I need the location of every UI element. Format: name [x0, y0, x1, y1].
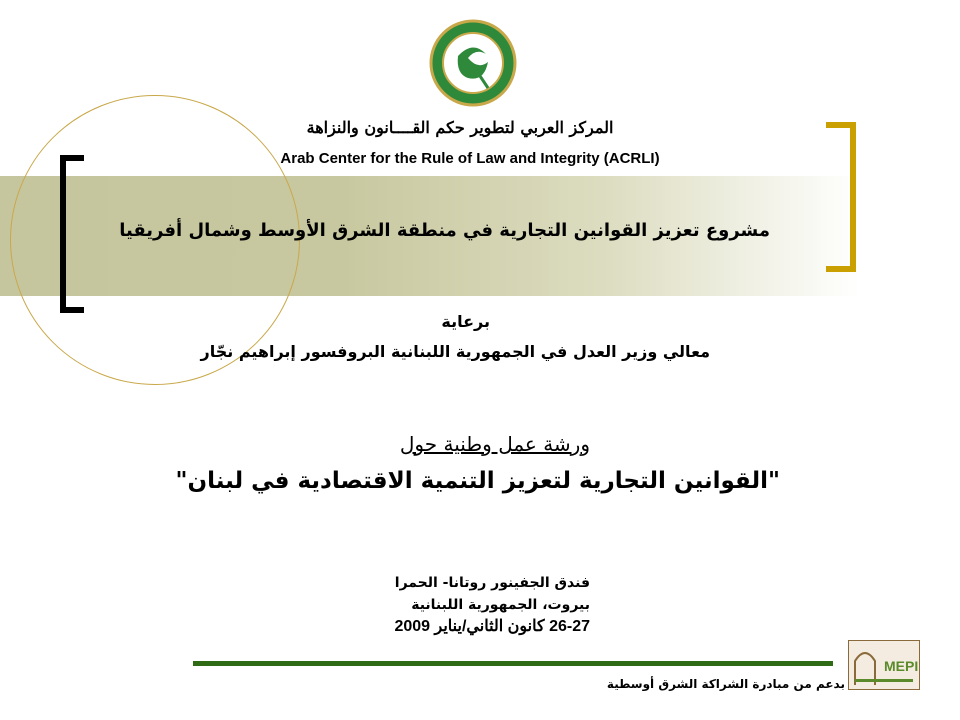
project-title: مشروع تعزيز القوانين التجارية في منطقة الشرق الأوسط وشمال أفريقيا: [119, 220, 770, 241]
workshop-heading: ورشة عمل وطنية حول: [399, 432, 590, 456]
patronage-label: برعاية: [441, 312, 490, 331]
organization-name-arabic: المركز العربي لتطوير حكم القــــانون والنزاهة: [306, 118, 614, 137]
support-text: بدعم من مبادرة الشراكة الشرق أوسطية: [606, 677, 845, 691]
acrli-logo-icon: [428, 18, 518, 108]
right-bracket: [826, 122, 856, 272]
mepi-logo-text: MEPI: [884, 658, 919, 674]
left-bracket: [60, 155, 84, 313]
venue-date: 26-27 كانون الثاني/يناير 2009: [394, 618, 590, 635]
workshop-title: "القوانين التجارية لتعزيز التنمية الاقتصادية في لبنان": [175, 468, 780, 494]
organization-name-english: Arab Center for the Rule of Law and Integrity (ACRLI): [280, 150, 660, 167]
mepi-logo-icon: [848, 640, 920, 690]
patron-name: معالي وزير العدل في الجمهورية اللبنانية البروفسور إبراهيم نجّار: [200, 342, 710, 361]
bottom-rule: [193, 661, 833, 666]
venue-block: [330, 572, 590, 638]
venue-hotel: فندق الجفينور روتانا- الحمرا: [394, 575, 590, 591]
venue-city: بيروت، الجمهورية اللبنانية: [411, 597, 590, 613]
